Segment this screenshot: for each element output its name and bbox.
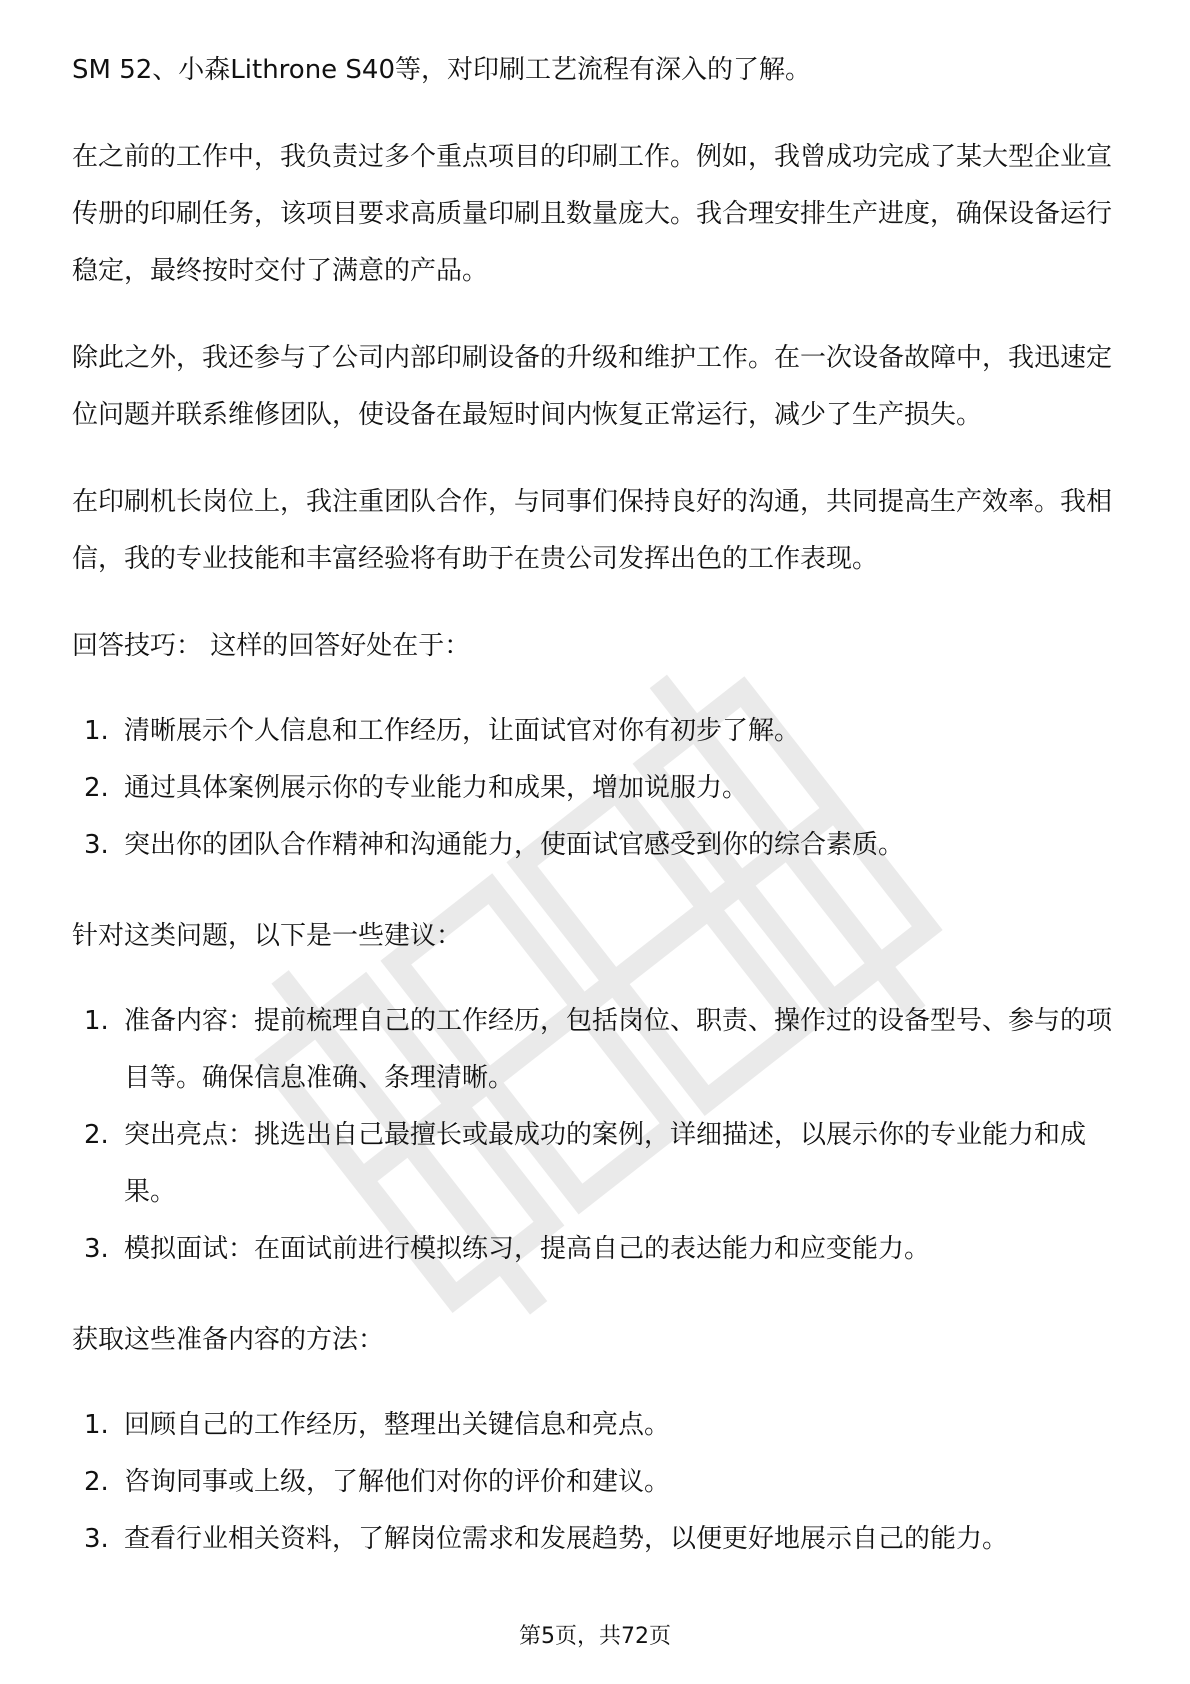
list-item xyxy=(72,993,1122,1107)
document-body xyxy=(72,42,1122,1602)
list-number: 2. xyxy=(84,1467,109,1497)
list-number: 3. xyxy=(84,830,109,860)
list-number: 1. xyxy=(84,1410,109,1440)
list-item xyxy=(72,703,1122,760)
list-item xyxy=(72,817,1122,874)
tips-heading: 回答技巧： 这样的回答好处在于： xyxy=(72,631,471,661)
paragraph-teamwork: 在印刷机长岗位上，我注重团队合作，与同事们保持良好的沟通，共同提高生产效率。我相信，我的专业技能和丰富经验将有助于在贵公司发挥出色的工作表现。 xyxy=(72,487,1113,574)
suggestions-heading: 针对这类问题，以下是一些建议： xyxy=(72,921,463,951)
list-text: 清晰展示个人信息和工作经历，让面试官对你有初步了解。 xyxy=(124,716,801,746)
list-number: 2. xyxy=(84,1120,109,1150)
list-text: 查看行业相关资料，了解岗位需求和发展趋势，以便更好地展示自己的能力。 xyxy=(124,1524,1009,1554)
list-item xyxy=(72,1107,1122,1221)
list-text: 通过具体案例展示你的专业能力和成果，增加说服力。 xyxy=(124,773,749,803)
list-number: 3. xyxy=(84,1524,109,1554)
list-number: 3. xyxy=(84,1234,109,1264)
list-item xyxy=(72,1397,1122,1454)
list-text: 回顾自己的工作经历，整理出关键信息和亮点。 xyxy=(124,1410,671,1440)
methods-list xyxy=(72,1397,1122,1568)
list-text: 咨询同事或上级，了解他们对你的评价和建议。 xyxy=(124,1467,671,1497)
paragraph-projects: 在之前的工作中，我负责过多个重点项目的印刷工作。例如，我曾成功完成了某大型企业宣传册的印刷任务，该项目要求高质量印刷且数量庞大。我合理安排生产进度，确保设备运行稳定，最终按时交付了满意的产品。 xyxy=(72,142,1113,286)
list-text: 突出你的团队合作精神和沟通能力，使面试官感受到你的综合素质。 xyxy=(124,830,905,860)
list-item xyxy=(72,760,1122,817)
suggestions-list xyxy=(72,993,1122,1278)
page-number-footer: 第5页，共72页 xyxy=(519,1624,671,1649)
list-item xyxy=(72,1454,1122,1511)
list-item xyxy=(72,1221,1122,1278)
list-text: 准备内容：提前梳理自己的工作经历，包括岗位、职责、操作过的设备型号、参与的项目等。确保信息准确、条理清晰。 xyxy=(124,1006,1113,1093)
list-text: 突出亮点：挑选出自己最擅长或最成功的案例，详细描述，以展示你的专业能力和成果。 xyxy=(124,1120,1087,1207)
list-number: 1. xyxy=(84,716,109,746)
paragraph-equipment: SM 52、小森Lithrone S40等，对印刷工艺流程有深入的了解。 xyxy=(72,55,812,85)
list-number: 1. xyxy=(84,1006,109,1036)
methods-heading: 获取这些准备内容的方法： xyxy=(72,1325,385,1355)
list-number: 2. xyxy=(84,773,109,803)
tips-list xyxy=(72,703,1122,874)
paragraph-maintenance: 除此之外，我还参与了公司内部印刷设备的升级和维护工作。在一次设备故障中，我迅速定位问题并联系维修团队，使设备在最短时间内恢复正常运行，减少了生产损失。 xyxy=(72,343,1113,430)
list-text: 模拟面试：在面试前进行模拟练习，提高自己的表达能力和应变能力。 xyxy=(124,1234,931,1264)
list-item xyxy=(72,1511,1122,1568)
